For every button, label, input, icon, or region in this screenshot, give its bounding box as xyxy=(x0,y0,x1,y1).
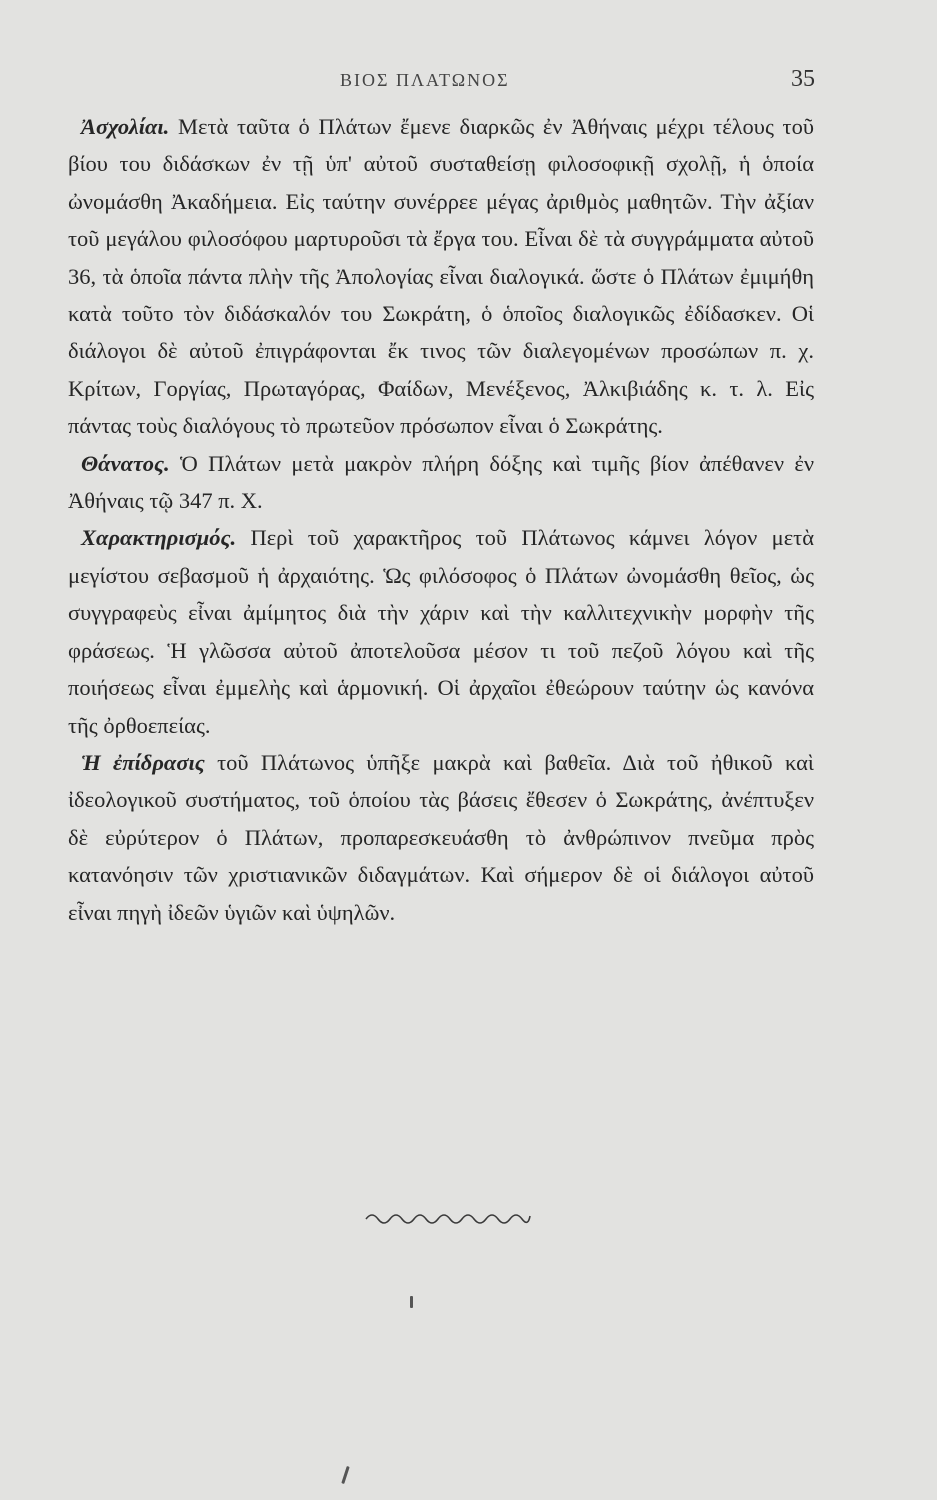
paragraph-text: Περὶ τοῦ χαρακτῆρος τοῦ Πλάτωνος κάμνει λόγον μετὰ μεγίστου σεβασμοῦ ἡ ἀρχαιότης. Ὡς φιλόσοφος ὁ Πλάτων ὠνομάσθη θεῖος, ὡς συγγραφεὺς εἶναι ἀμίμητος διὰ τὴν χάριν καὶ τὴν καλλιτεχνικὴν μορφὴν τῆς φράσεως. Ἡ γλῶσσα αὐτοῦ ἀποτελοῦσα μέσον τι τοῦ πεζοῦ λόγου καὶ τῆς ποιήσεως εἶναι ἐμμελὴς καὶ ἁρμονική. Οἱ ἀρχαῖοι ἐθεώρουν ταύτην ὡς κανόνα τῆς ὀρθοεπείας. xyxy=(68,525,814,738)
paragraph-text: Μετὰ ταῦτα ὁ Πλάτων ἔμενε διαρκῶς ἐν Ἀθήναις μέχρι τέλους τοῦ βίου του διδάσκων ἐν τῇ ὑπ' αὐτοῦ συσταθείσῃ φιλοσοφικῇ σχολῇ, ἡ ὁποία ὠνομάσθη Ἀκαδήμεια. Εἰς ταύτην συνέρρεε μέγας ἀριθμὸς μαθητῶν. Τὴν ἀξίαν τοῦ μεγάλου φιλοσόφου μαρτυροῦσι τὰ ἔργα του. Εἶναι δὲ τὰ συγγράμματα αὐτοῦ 36, τὰ ὁποῖα πάντα πλὴν τῆς Ἀπολογίας εἶναι διαλογικά. ὥστε ὁ Πλάτων ἐμιμήθη κατὰ τοῦτο τὸν διδάσκαλόν του Σωκράτη, ὁ ὁποῖος διαλογικῶς ἐδίδασκεν. Οἱ διάλογοι δὲ αὐτοῦ ἐπιγράφονται ἔκ τινος τῶν διαλεγομένων προσώπων π. χ. Κρίτων, Γοργίας, Πρωταγόρας, Φαίδων, Μενέξενος, Ἀλκιβιάδης κ. τ. λ. Εἰς πάντας τοὺς διαλόγους τὸ πρωτεῦον πρόσωπον εἶναι ὁ Σωκράτης. xyxy=(68,114,814,439)
body-text xyxy=(68,108,814,931)
paragraph-death xyxy=(68,445,814,520)
print-speck xyxy=(341,1466,349,1484)
section-heading-death: Θάνατος. xyxy=(81,450,170,476)
paragraph-occupations xyxy=(68,108,814,445)
section-heading-influence: Ἡ ἐπίδρασις xyxy=(81,749,205,775)
section-heading-characterization: Χαρακτηρισμός. xyxy=(81,525,237,551)
paragraph-characterization xyxy=(68,519,814,743)
page-header xyxy=(70,66,815,100)
page-number: 35 xyxy=(791,66,815,92)
paragraph-text: Ὁ Πλάτων μετὰ μακρὸν πλήρη δόξης καὶ τιμῆς βίον ἀπέθανεν ἐν Ἀθήναις τῷ 347 π. Χ. xyxy=(68,450,814,514)
print-speck xyxy=(410,1296,413,1308)
paragraph-text: τοῦ Πλάτωνος ὑπῆξε μακρὰ καὶ βαθεῖα. Διὰ τοῦ ἠθικοῦ καὶ ἰδεολογικοῦ συστήματος, τοῦ ὁποίου τὰς βάσεις ἔθεσεν ὁ Σωκράτης, ἀνέπτυξεν δὲ εὐρύτερον ὁ Πλάτων, προπαρεσκευάσθη τὸ ἀνθρώπινον πνεῦμα πρὸς κατανόησιν τῶν χριστιανικῶν διδαγμάτων. Καὶ σήμερον δὲ οἱ διάλογοι αὐτοῦ εἶναι πηγὴ ἰδεῶν ὑγιῶν καὶ ὑψηλῶν. xyxy=(68,749,814,925)
paragraph-influence xyxy=(68,744,814,931)
wavy-line-ornament-icon xyxy=(364,1208,532,1226)
running-title: ΒΙΟΣ ΠΛΑΤΩΝΟΣ xyxy=(340,70,510,90)
section-heading-occupations: Ἀσχολίαι. xyxy=(81,114,170,139)
